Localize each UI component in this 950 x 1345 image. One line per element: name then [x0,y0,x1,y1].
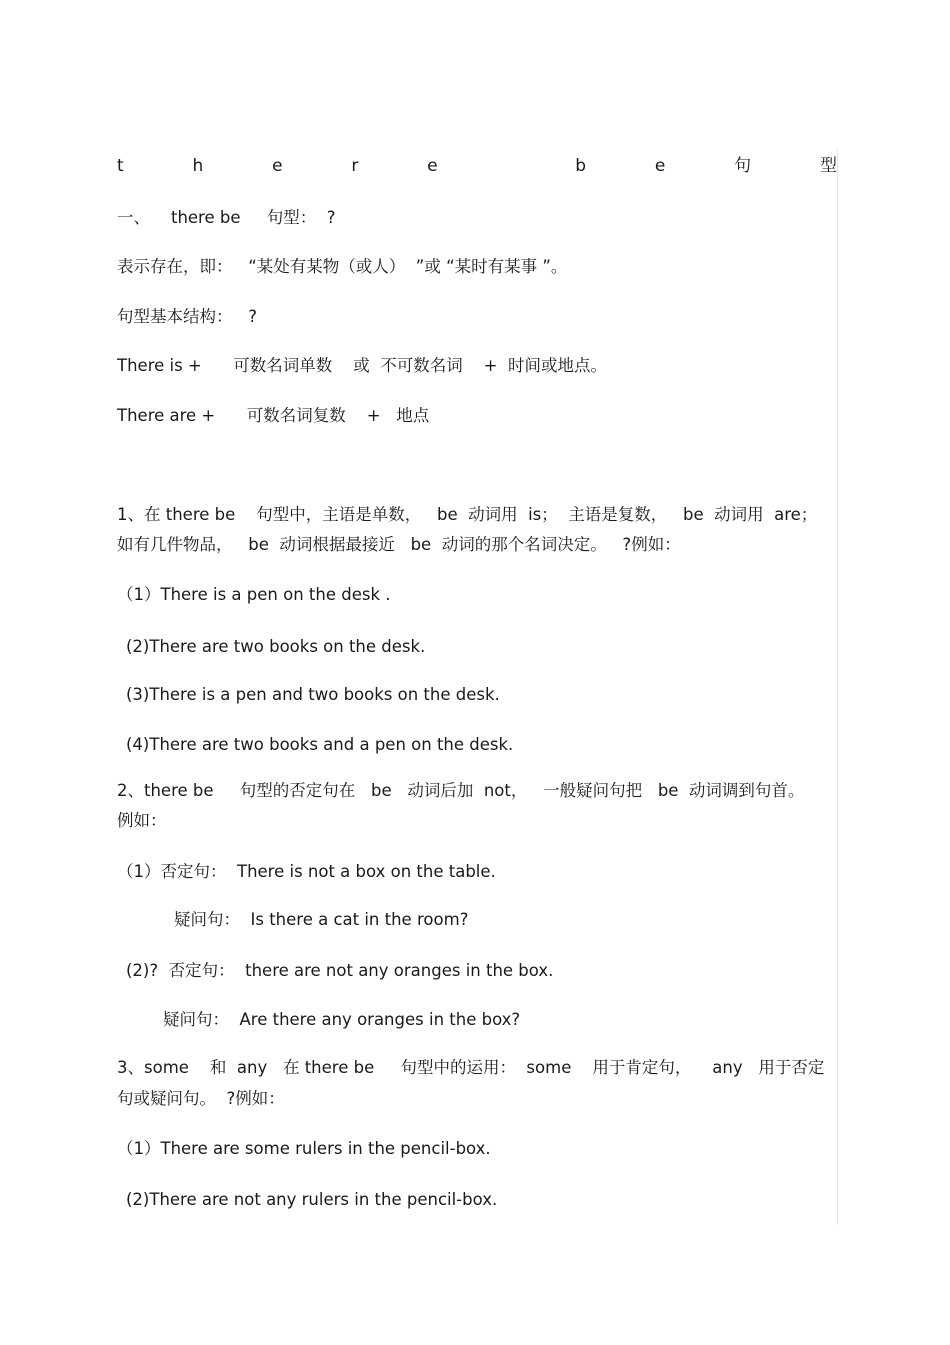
title-char: b [575,156,587,176]
section-heading-1: 一、 there be 句型： ? [117,208,336,227]
example-sentence: (4)There are two books and a pen on the desk. [126,735,514,754]
negative-example: (2)? 否定句： there are not any oranges in the box. [126,961,554,980]
definition-line: 表示存在，即： “某处有某物（或人） ”或 “某时有某事 ”。 [117,257,568,276]
negative-example: （1）否定句： There is not a box on the table. [117,862,496,881]
example-sentence: (2)There are two books on the desk. [126,637,426,656]
title-char: e [654,156,666,176]
example-sentence: （1）There are some rulers in the pencil-box. [117,1139,491,1158]
title-char: h [192,156,204,176]
title-char: 句 [734,156,752,176]
example-sentence: (2)There are not any rulers in the pencil-box. [126,1190,498,1209]
structure-heading: 句型基本结构： ? [117,307,257,326]
title-char: 型 [819,156,837,176]
title-char: e [272,156,283,176]
document-title [117,155,837,177]
title-char: t [117,156,124,176]
example-sentence: (3)There is a pen and two books on the desk. [126,685,500,704]
rule-2-text: 2、there be 句型的否定句在 be 动词后加 not， 一般疑问句把 be 动词调到句首。 [117,781,805,800]
rule-1-text: 1、在 there be 句型中，主语是单数， be 动词用 is； 主语是复数， be 动词用 are； [117,505,818,524]
rule-2-text-cont: 例如： [117,811,167,830]
structure-rule-singular: There is + 可数名词单数 或 不可数名词 + 时间或地点。 [117,356,607,375]
title-char: r [351,156,359,176]
rule-3-text-cont: 句或疑问句。 ?例如： [117,1089,285,1108]
example-sentence: （1）There is a pen on the desk . [117,585,391,604]
question-example: 疑问句： Is there a cat in the room? [174,910,469,929]
page-margin-rule [837,150,838,1225]
structure-rule-plural: There are + 可数名词复数 + 地点 [117,406,430,425]
title-char: e [427,156,438,176]
rule-3-text: 3、some 和 any 在 there be 句型中的运用： some 用于肯定句， any 用于否定 [117,1058,825,1077]
rule-1-text-cont: 如有几件物品， be 动词根据最接近 be 动词的那个名词决定。 ?例如： [117,535,681,554]
question-example: 疑问句： Are there any oranges in the box? [163,1010,521,1029]
